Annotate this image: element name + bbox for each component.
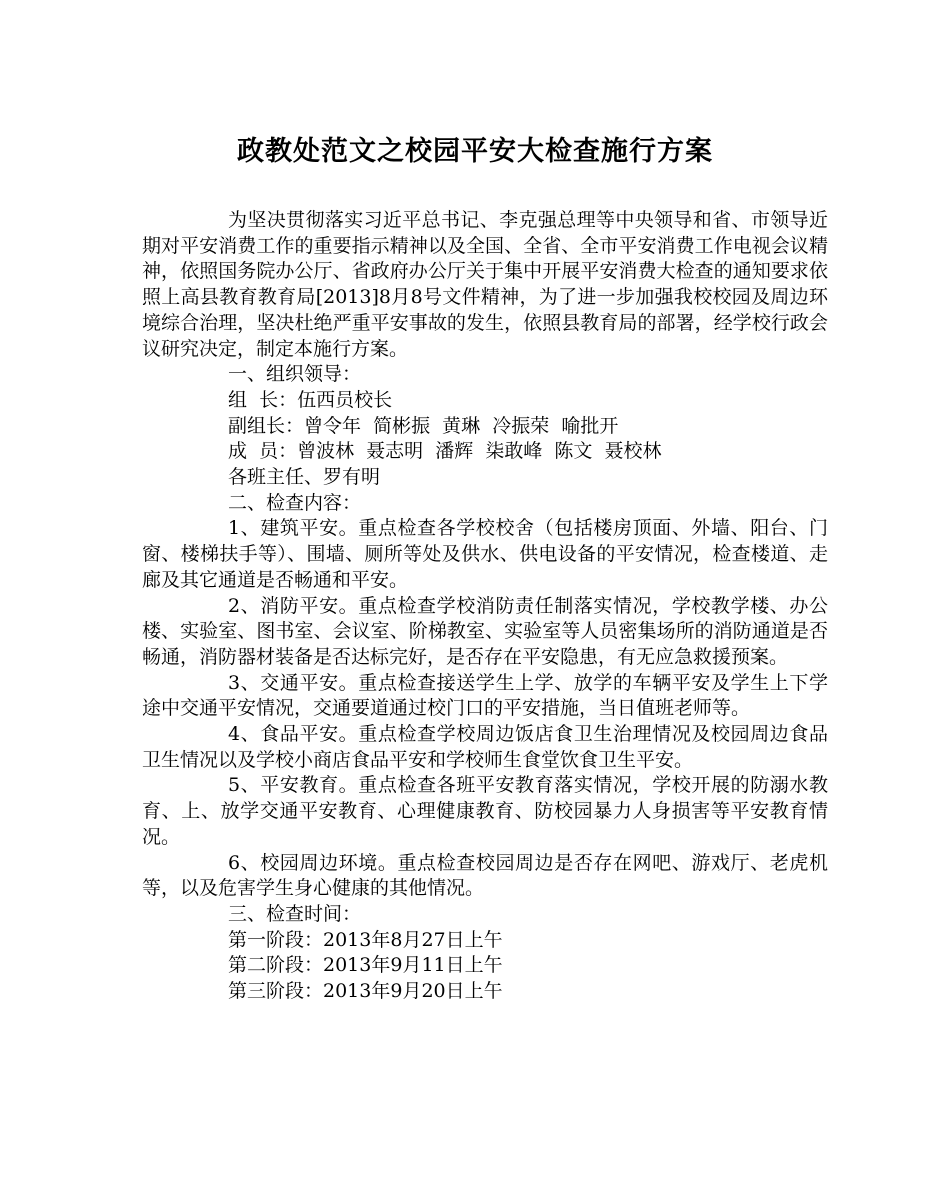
phase-line: 第二阶段：2013年9月11日上午 xyxy=(228,954,503,977)
members-line-2: 各班主任、罗有明 xyxy=(228,466,381,489)
leader-line: 组 长：伍西员校长 xyxy=(228,388,393,411)
content-item: 3、交通平安。重点检查接送学生上学、放学的车辆平安及学生上下学途中交通平安情况，交通要道通过校门口的平安措施，当日值班老师等。 xyxy=(142,671,828,720)
content-item: 4、食品平安。重点检查学校周边饭店食卫生治理情况及校园周边食品卫生情况以及学校小商店食品平安和学校师生食堂饮食卫生平安。 xyxy=(142,723,828,771)
phase-line: 第一阶段：2013年8月27日上午 xyxy=(228,928,503,951)
section-heading-organization: 一、组织领导： xyxy=(228,363,362,386)
content-item: 1、建筑平安。重点检查各学校校舍（包括楼房顶面、外墙、阳台、门窗、楼梯扶手等）、围墙、厕所等处及供水、供电设备的平安情况，检查楼道、走廊及其它通道是否畅通和平安。 xyxy=(142,517,828,591)
content-item: 2、消防平安。重点检查学校消防责任制落实情况，学校教学楼、办公楼、实验室、图书室、会议室、阶梯教室、实验室等人员密集场所的消防通道是否畅通，消防器材装备是否达标完好，是否存在平安隐患，有无应急救援预案。 xyxy=(142,594,828,668)
deputy-line: 副组长：曾令年 简彬振 黄琳 冷振荣 喻批开 xyxy=(228,414,619,437)
content-item: 6、校园周边环境。重点检查校园周边是否存在网吧、游戏厅、老虎机等，以及危害学生身心健康的其他情况。 xyxy=(142,851,828,900)
document-body xyxy=(142,208,828,1005)
page-title: 政教处范文之校园平安大检查施行方案 xyxy=(237,136,713,167)
intro-paragraph: 为坚决贯彻落实习近平总书记、李克强总理等中央领导和省、市领导近期对平安消费工作的重要指示精神以及全国、全省、全市平安消费工作电视会议精神，依照国务院办公厅、省政府办公厅关于集中开展平安消费大检查的通知要求依照上高县教育教育局[2013]8月8号文件精神，为了进一步加强我校校园及周边环境综合治理，坚决杜绝严重平安事故的发生，依照县教育局的部署，经学校行政会议研究决定，制定本施行方案。 xyxy=(142,209,828,360)
content-item: 5、平安教育。重点检查各班平安教育落实情况，学校开展的防溺水教育、上、放学交通平安教育、心理健康教育、防校园暴力人身损害等平安教育情况。 xyxy=(142,774,828,848)
section-heading-content: 二、检查内容： xyxy=(228,491,362,514)
phase-line: 第三阶段：2013年9月20日上午 xyxy=(228,980,503,1003)
members-line: 成 员：曾波林 聂志明 潘辉 柒敢峰 陈文 聂校林 xyxy=(228,440,662,463)
section-heading-time: 三、检查时间： xyxy=(228,902,362,925)
